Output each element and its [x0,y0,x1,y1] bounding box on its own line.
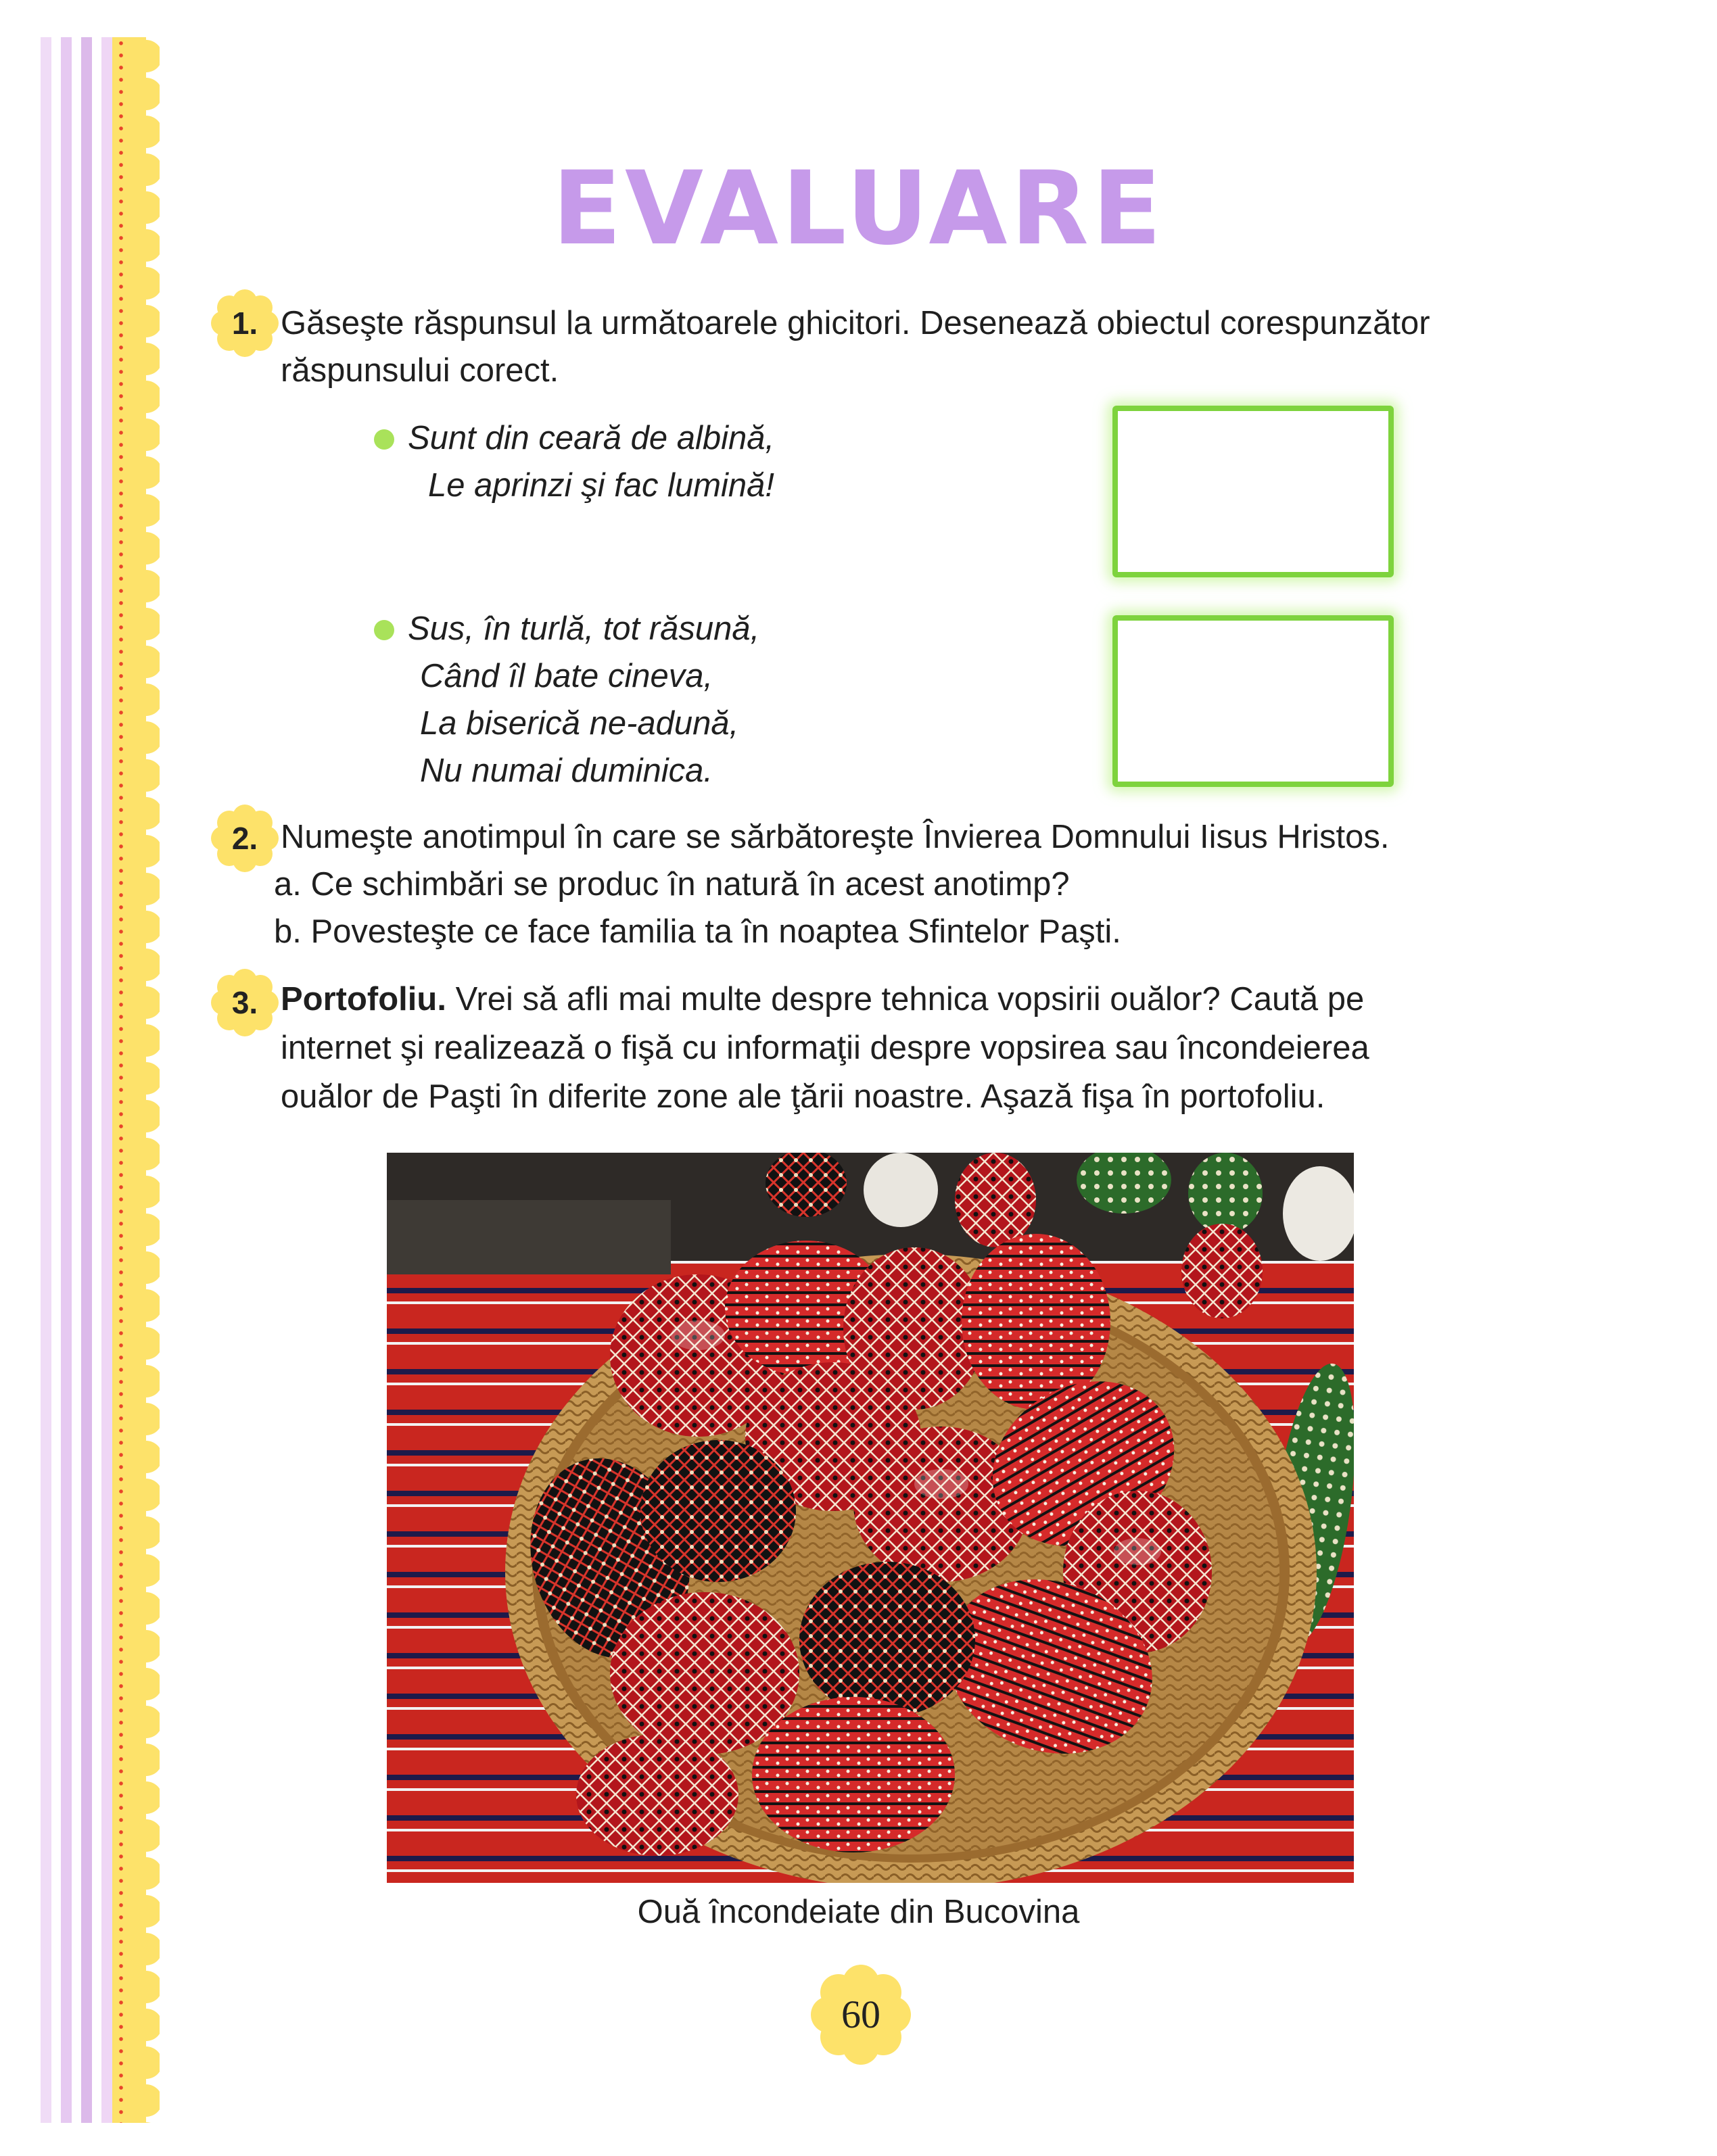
exercise2-question: Numeşte anotimpul în care se sărbătoreşte Învierea Domnului Iisus Hristos. [281,819,1390,855]
page-title: EVALUARE [552,150,1165,268]
easter-eggs-basket-image [387,1153,1354,1883]
scalloped-edge [133,37,160,2123]
riddle2-line: Sus, în turlă, tot răsună, [408,610,760,647]
riddle1-line: Sunt din ceară de albină, [408,420,775,456]
riddle2-line: Când îl bate cineva, [420,658,713,694]
lilac-stripe [61,37,72,2123]
exercise2-subquestion-b: b. Povesteşte ce face familia ta în noaptea Sfintelor Paşti. [274,913,1121,950]
riddle2-line: Nu numai duminica. [420,752,713,789]
riddle1-line: Le aprinzi şi fac lumină! [428,467,775,504]
green-bullet-icon [374,620,394,640]
page-number-badge [810,1964,912,2065]
green-bullet-icon [374,429,394,450]
exercise1-instruction-line1: Găseşte răspunsul la următoarele ghicitori. Desenează obiectul corespunzător [281,305,1430,341]
riddle2-line: La biserică ne-adună, [420,705,739,742]
portfolio-label: Portofoliu. [281,981,446,1017]
red-dotted-line [119,37,123,2123]
exercise-number: 1. [231,306,258,341]
left-decorative-border [0,37,159,2123]
lilac-stripe [41,37,51,2123]
lilac-stripe [81,37,92,2123]
exercise3-line3: ouălor de Paşti în diferite zone ale ţării noastre. Aşază fişa în portofoliu. [281,1078,1325,1115]
exercise-number-badge [211,289,279,357]
drawing-answer-box-1[interactable] [1112,406,1394,577]
exercise3-line1 [281,976,1364,1023]
exercise3-line1-text: Vrei să afli mai multe despre tehnica vopsirii ouălor? Caută pe [446,981,1365,1017]
exercise2-subquestion-a: a. Ce schimbări se produc în natură în acest anotimp? [274,866,1070,903]
lilac-stripe [101,37,112,2123]
exercise-number: 3. [231,985,258,1020]
exercise-number: 2. [231,821,258,856]
drawing-answer-box-2[interactable] [1112,615,1394,787]
photo-caption: Ouă încondeiate din Bucovina [637,1894,1080,1930]
page-number: 60 [841,1992,880,2036]
easter-eggs-photo [387,1153,1354,1883]
exercise-number-badge [211,805,279,872]
exercise1-instruction-line2: răspunsului corect. [281,352,559,389]
exercise-number-badge [211,969,279,1036]
exercise3-line2: internet şi realizează o fişă cu informaţii despre vopsirea sau încondeierea [281,1030,1369,1066]
